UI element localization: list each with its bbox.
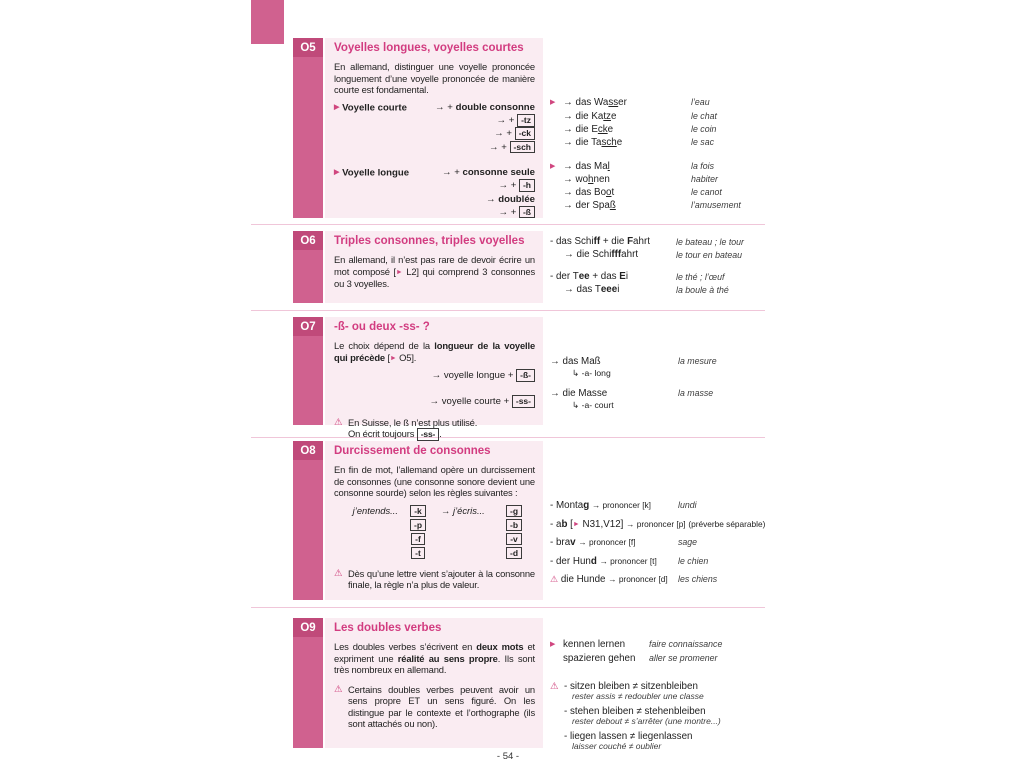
example-row (550, 387, 795, 400)
consonant-table (341, 504, 533, 560)
section-number-badge: O8 (293, 441, 323, 460)
german-example: → die Katze (563, 110, 617, 122)
french-translation: l’amusement (691, 200, 741, 210)
pronunciation-note: → prononcer [k] (591, 500, 651, 510)
example-row (550, 186, 795, 199)
rule-line: → + -ck (334, 127, 535, 140)
section-title: Les doubles verbes (334, 622, 442, 634)
bullet-icon: ▶ (334, 103, 340, 111)
example-row (550, 638, 795, 652)
french-translation: le chien (678, 555, 709, 566)
warning-note (334, 568, 535, 591)
example-row (550, 536, 795, 549)
warning-note (334, 417, 535, 441)
german-example: - das Schiff + die Fahrt (550, 236, 650, 247)
german-example: - brav (550, 537, 576, 548)
example-row (550, 110, 795, 123)
german-example: → das Mal (563, 160, 610, 172)
rule-group-header (334, 101, 535, 115)
section-body: Le choix dépend de la longueur de la voyelle qui précède [► O5]. (334, 340, 536, 363)
section-panel (325, 618, 543, 748)
french-translation: rester assis ≠ redoubler une classe (572, 691, 704, 701)
rule-group-header (334, 166, 535, 180)
example-row (550, 236, 795, 261)
warning-text: En Suisse, le ß n’est plus utilisé. (348, 416, 478, 428)
section-title: -ß- ou deux -ss- ? (334, 321, 430, 333)
french-translation: la boule à thé (676, 284, 729, 295)
german-example: - ab [► N31,V12] (550, 518, 624, 530)
suffix-box: -h (519, 179, 535, 192)
table-row (341, 518, 533, 532)
french-translation: sage (678, 537, 698, 547)
french-translation: faire connaissance (649, 639, 723, 649)
french-translation: le sac (691, 136, 714, 147)
suffix-box: -ss- (417, 428, 440, 441)
french-translation: laisser couché ≠ oublier (572, 741, 662, 751)
rule-label: Voyelle courte (342, 102, 407, 114)
table-row (341, 504, 533, 518)
warning-text: On écrit toujours -ss- . (348, 428, 442, 439)
german-example: - Montag (550, 500, 590, 511)
german-example: → das Maß (550, 356, 601, 367)
french-translation: habiter (691, 174, 718, 184)
page-number: - 54 - (496, 751, 520, 762)
example-row (550, 499, 795, 512)
letter-box: -p (410, 519, 426, 532)
example-row (550, 96, 795, 110)
warning-text: Dès qu’une lettre vient s’ajouter à la consonne finale, la règle n’a plus de valeur. (348, 567, 535, 591)
section-panel (325, 231, 543, 303)
example-row (550, 518, 795, 531)
table-right-label: → j’écris... (441, 505, 485, 517)
section-body: En fin de mot, l’allemand opère un durcissement de consonnes (une consonne sonore devient une consonne sourde) selon les règles suivantes : (334, 464, 535, 499)
german-example: spazieren gehen (563, 652, 636, 664)
example-row (550, 160, 795, 174)
rule-line: → voyelle courte + -ss- (334, 395, 535, 408)
warning-text: Certains doubles verbes peuvent avoir un sens propre ET un sens figuré. On les distingue par le contexte et l’orthographe (ils sont attachés ou non). (348, 683, 535, 729)
table-row (341, 532, 533, 546)
section-o8 (293, 441, 795, 600)
letter-box: -d (506, 547, 522, 560)
german-example: → das Wasser (563, 97, 627, 108)
section-number-badge: O6 (293, 231, 323, 250)
examples-column (550, 231, 795, 303)
section-side-bar (293, 618, 323, 748)
section-body: Les doubles verbes s’écrivent en deux mots et expriment une réalité au sens propre. Ils sont très nombreux en allemand. (334, 641, 535, 676)
german-example: → das Teeei (564, 283, 620, 295)
pronunciation-note: → prononcer [d] (608, 574, 668, 584)
french-translation: le chat (691, 110, 717, 121)
section-title: Voyelles longues, voyelles courtes (334, 42, 524, 54)
warning-note (334, 684, 535, 730)
table-row (341, 546, 533, 560)
warning-icon: ⚠ (550, 680, 559, 692)
french-translation: le tour en bateau (676, 249, 743, 260)
section-number-badge: O9 (293, 618, 323, 637)
french-translation: la mesure (678, 356, 717, 366)
pronunciation-note: → prononcer [t] (599, 555, 657, 566)
section-side-bar (293, 38, 323, 218)
french-translation: le coin (691, 123, 717, 134)
section-side-bar (293, 317, 323, 425)
bullet-icon: ▶ (550, 641, 556, 648)
section-side-bar (293, 231, 323, 303)
examples-column (550, 618, 795, 751)
french-translation: l’eau (691, 97, 710, 107)
german-example: - der Hund (550, 555, 597, 567)
section-divider (251, 224, 765, 225)
suffix-box: -ß (519, 206, 535, 219)
rule-line: → voyelle longue + -ß- (334, 369, 535, 382)
french-translation: la fois (691, 160, 714, 171)
letter-box: -t (411, 547, 425, 560)
german-example: - sitzen bleiben ≠ sitzenbleiben (564, 680, 698, 692)
bullet-icon: ▶ (334, 168, 340, 176)
german-example: - liegen lassen ≠ liegenlassen (564, 730, 693, 742)
french-translation: aller se promener (649, 652, 718, 663)
french-translation: la masse (678, 388, 714, 398)
table-left-label: j’entends... (352, 505, 398, 517)
warning-icon: ⚠ (334, 683, 343, 695)
suffix-box: -ck (515, 127, 535, 140)
section-o5 (293, 38, 795, 218)
french-translation: les chiens (678, 574, 718, 584)
bullet-icon: ▶ (550, 99, 556, 106)
section-title: Triples consonnes, triples voyelles (334, 235, 525, 247)
vowel-length-note: ↳ -a- long (572, 368, 611, 378)
examples-column (550, 441, 795, 600)
rule-text: → + double consonne (435, 101, 535, 113)
section-panel (325, 441, 543, 600)
pronunciation-note: → prononcer [f] (578, 537, 636, 547)
section-number-badge: O7 (293, 317, 323, 336)
section-o6 (293, 231, 795, 303)
section-divider (251, 607, 765, 608)
german-example: → wohnen (563, 174, 610, 185)
example-row (550, 123, 795, 136)
letter-box: -v (506, 533, 522, 546)
german-example: die Hunde (560, 574, 606, 585)
german-example: - stehen bleiben ≠ stehenbleiben (564, 705, 706, 717)
german-example: → das Boot (563, 187, 615, 198)
rule-line: → doublée (485, 193, 535, 205)
pronunciation-note: → prononcer [p] (626, 518, 686, 529)
german-example: → der Spaß (563, 200, 616, 211)
suffix-box: -ss- (512, 395, 535, 408)
rule-line: → + -ß (334, 206, 535, 219)
chapter-edge-tab (251, 0, 284, 44)
bullet-icon: ▶ (550, 162, 556, 170)
section-side-bar (293, 441, 323, 600)
example-row (550, 173, 795, 186)
example-row (550, 555, 795, 568)
examples-column (550, 317, 795, 425)
rule-text: → + consonne seule (441, 166, 535, 178)
letter-box: -g (506, 505, 522, 518)
german-example: → die Ecke (563, 123, 614, 135)
rule-line: → + -sch (334, 141, 535, 154)
example-row (550, 136, 795, 149)
example-row (550, 199, 795, 212)
french-translation: le canot (691, 187, 722, 197)
german-example: kennen lernen (563, 639, 626, 650)
rule-label: Voyelle longue (342, 167, 410, 179)
example-row (550, 271, 795, 296)
section-panel (325, 38, 543, 218)
section-title: Durcissement de consonnes (334, 445, 491, 457)
letter-box: -k (410, 505, 426, 518)
example-row (550, 652, 795, 665)
section-divider (251, 310, 765, 311)
french-translation: lundi (678, 500, 697, 510)
example-row (550, 355, 795, 368)
warning-icon: ⚠ (334, 567, 343, 579)
warning-examples (550, 681, 795, 756)
warning-icon: ⚠ (550, 574, 559, 584)
french-translation: le bateau ; le tour (676, 237, 744, 247)
french-translation: le thé ; l’œuf (676, 272, 725, 282)
suffix-box: -ß- (516, 369, 535, 382)
french-translation: rester debout ≠ s’arrêter (une montre...) (572, 716, 721, 726)
letter-box: -b (506, 519, 522, 532)
suffix-box: -sch (510, 141, 535, 154)
section-body: En allemand, il n’est pas rare de devoir écrire un mot composé [► L2] qui comprend 3 consonnes ou 3 voyelles. (334, 254, 535, 290)
letter-box: -f (411, 533, 425, 546)
german-example: → die Tasche (563, 136, 623, 148)
section-o9 (293, 618, 795, 751)
section-number-badge: O5 (293, 38, 323, 57)
rule-line: → + -tz (334, 114, 535, 127)
vowel-length-note: ↳ -a- court (572, 400, 614, 410)
german-example: → die Masse (550, 388, 608, 399)
warning-icon: ⚠ (334, 416, 343, 428)
section-body: En allemand, distinguer une voyelle prononcée longuement d’une voyelle prononcée de manière courte est fondamental. (334, 61, 535, 96)
rule-line: → + -h (334, 179, 535, 192)
section-o7 (293, 317, 795, 439)
german-example: → die Schifffahrt (564, 248, 639, 260)
german-example: - der Tee + das Ei (550, 271, 629, 282)
warning-example-row (550, 573, 795, 586)
examples-column (550, 38, 795, 218)
grammar-note: (préverbe séparable) (688, 518, 766, 529)
section-panel (325, 317, 543, 439)
suffix-box: -tz (517, 114, 535, 127)
